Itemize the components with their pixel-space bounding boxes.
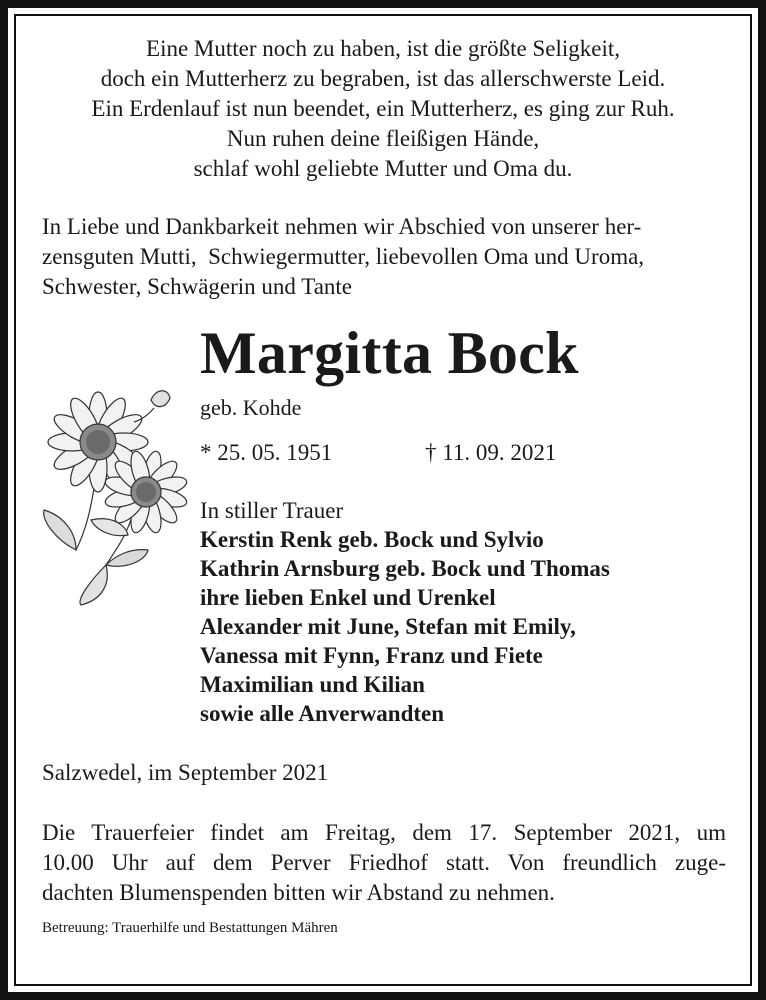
mourners-heading: In stiller Trauer — [200, 498, 344, 523]
mourner-line: Alexander mit June, Stefan mit Emily, — [200, 614, 576, 639]
mourners-section — [200, 496, 740, 728]
mourner-line: Kathrin Arnsburg geb. Bock und Thomas — [200, 556, 610, 581]
mourner-line: ihre lieben Enkel und Urenkel — [200, 585, 496, 610]
poem — [30, 34, 736, 184]
mourner-line: sowie alle Anverwandten — [200, 701, 445, 726]
intro-text — [42, 212, 732, 302]
mourner-line: Maximilian und Kilian — [200, 672, 425, 697]
death-date: † 11. 09. 2021 — [425, 440, 557, 465]
intro-line: Schwester, Schwägerin und Tante — [42, 274, 353, 299]
deceased-name: Margitta Bock — [200, 320, 579, 386]
poem-line: Eine Mutter noch zu haben, ist die größte Seligkeit, — [146, 36, 620, 61]
birth-date: * 25. 05. 1951 — [200, 440, 333, 465]
funeral-notice — [42, 818, 726, 908]
funeral-line: 10.00 Uhr auf dem Perver Friedhof statt. Von freundlich zuge- — [42, 850, 726, 875]
funeral-line: dachten Blumenspenden bitten wir Abstand zu nehmen. — [42, 880, 555, 905]
funeral-line: Die Trauerfeier findet am Freitag, dem 17. September 2021, um — [42, 820, 726, 845]
poem-line: Nun ruhen deine fleißigen Hände, — [226, 126, 540, 151]
place-date: Salzwedel, im September 2021 — [42, 760, 329, 785]
mourner-line: Kerstin Renk geb. Bock und Sylvio — [200, 527, 544, 552]
poem-line: Ein Erdenlauf ist nun beendet, ein Mutterherz, es ging zur Ruh. — [91, 96, 675, 121]
intro-line: In Liebe und Dankbarkeit nehmen wir Abschied von unserer her- — [42, 214, 642, 239]
sunflower-icon — [36, 380, 196, 610]
poem-line: doch ein Mutterherz zu begraben, ist das allerschwerste Leid. — [100, 66, 666, 91]
mourner-line: Vanessa mit Fynn, Franz und Fiete — [200, 643, 543, 668]
intro-line: zensguten Mutti, Schwiegermutter, liebevollen Oma und Uroma, — [42, 244, 645, 269]
funeral-home-credit: Betreuung: Trauerhilfe und Bestattungen Mähren — [42, 920, 338, 936]
poem-line: schlaf wohl geliebte Mutter und Oma du. — [193, 156, 573, 181]
birth-name: geb. Kohde — [200, 395, 302, 420]
